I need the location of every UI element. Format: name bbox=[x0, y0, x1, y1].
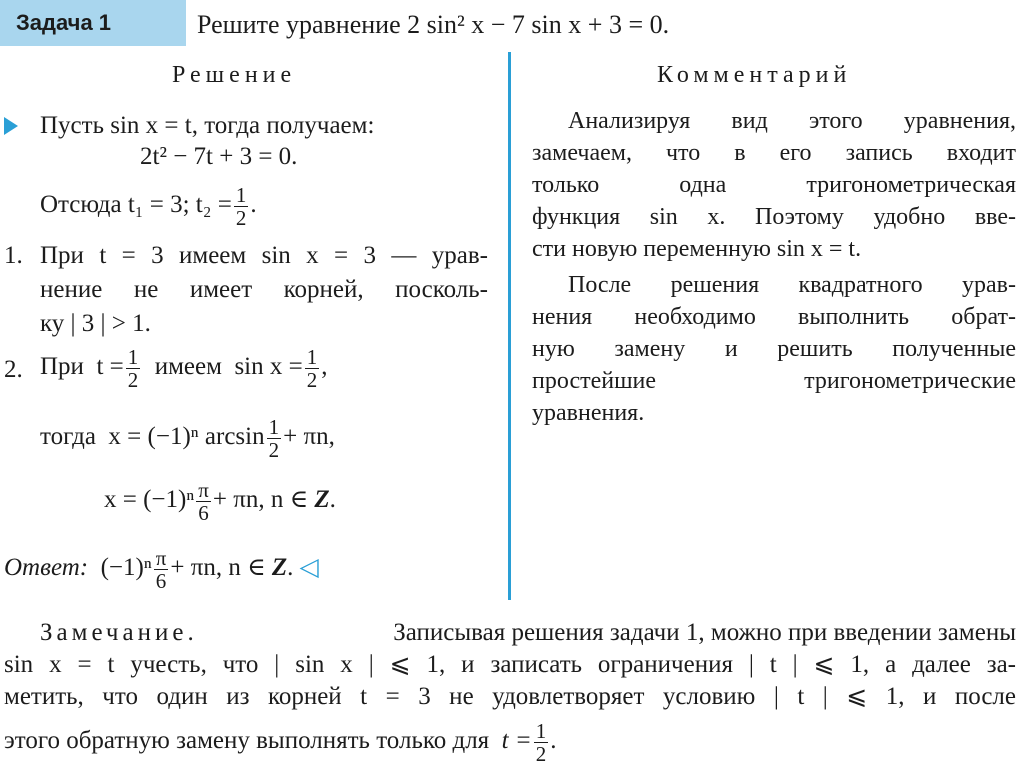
fraction-one-half bbox=[126, 346, 141, 391]
arcsin-expression: x = (−1)ⁿ arcsin bbox=[108, 423, 265, 451]
item-2-line bbox=[40, 346, 327, 391]
end-marker-icon: ◁ bbox=[299, 554, 319, 582]
fraction-denominator: 6 bbox=[198, 501, 209, 525]
fraction-one-half bbox=[234, 184, 249, 229]
start-marker-icon bbox=[4, 117, 18, 135]
fraction-numerator: 1 bbox=[235, 183, 247, 207]
item-2-t-eq: t = bbox=[96, 353, 124, 381]
period: . bbox=[550, 727, 557, 755]
comment-line-8: ную замену и решить полученные bbox=[532, 336, 1016, 362]
note-line-4 bbox=[4, 720, 557, 765]
comment-line-10: уравнения. bbox=[532, 400, 645, 426]
item-2-number: 2. bbox=[4, 356, 23, 383]
note-text-4: этого обратную замену выполнять только для bbox=[4, 727, 490, 755]
note-label: Замечание. bbox=[40, 619, 198, 646]
period: . bbox=[250, 191, 257, 219]
comma: , bbox=[321, 353, 328, 381]
integers-symbol: Z bbox=[314, 486, 330, 514]
item-2-word-pri: При bbox=[40, 353, 84, 381]
integers-symbol: Z bbox=[271, 554, 288, 582]
fraction-numerator: 1 bbox=[268, 415, 280, 439]
comment-line-5: сти новую переменную sin x = t. bbox=[532, 236, 862, 262]
comment-line-2: замечаем, что в его запись входит bbox=[532, 140, 1016, 166]
formula-start: x = (−1)ⁿ bbox=[104, 486, 195, 514]
answer-line bbox=[4, 547, 319, 592]
comment-heading: Комментарий bbox=[657, 62, 852, 88]
solution-line-1: Пусть sin x = t, тогда получаем: bbox=[40, 112, 375, 139]
roots-text: Отсюда t₁ = 3; t₂ = bbox=[40, 191, 232, 219]
answer-label: Ответ: bbox=[4, 554, 89, 582]
note-line-2: sin x = t учесть, что | sin x | ⩽ 1, и записать ограничения | t | ⩽ 1, а далее за- bbox=[4, 651, 1016, 678]
comment-line-7: нения необходимо выполнить обрат- bbox=[532, 304, 1016, 330]
note-line-3: метить, что один из корней t = 3 не удовлетворяет условию | t | ⩽ 1, и после bbox=[4, 683, 1016, 710]
fraction-denominator: 2 bbox=[127, 368, 139, 392]
period: . bbox=[287, 554, 294, 582]
task-badge: Задача 1 bbox=[0, 0, 186, 46]
fraction-denominator: 2 bbox=[535, 742, 547, 766]
fraction-denominator: 2 bbox=[306, 368, 318, 392]
column-divider bbox=[508, 52, 511, 600]
answer-start: (−1)ⁿ bbox=[100, 554, 152, 582]
item-1-line-2: нение не имеет корней, посколь- bbox=[40, 276, 488, 303]
note-text-1: Записывая решения задачи 1, можно при введении замены bbox=[393, 619, 1016, 646]
fraction-one-half bbox=[534, 720, 549, 765]
period: . bbox=[329, 486, 336, 514]
item-2-word-imeem: имеем bbox=[154, 353, 222, 381]
fraction-numerator: 1 bbox=[127, 345, 139, 369]
solution-roots bbox=[40, 184, 257, 229]
solution-equation: 2t² − 7t + 3 = 0. bbox=[140, 143, 298, 170]
fraction-denominator: 2 bbox=[268, 438, 280, 462]
fraction-one-half bbox=[267, 416, 282, 461]
comment-line-4: функция sin x. Поэтому удобно вве- bbox=[532, 204, 1016, 230]
note-line-1 bbox=[40, 616, 1016, 649]
comment-line-3: только одна тригонометрическая bbox=[532, 172, 1016, 198]
formula-end: + πn, n ∈ bbox=[212, 486, 309, 514]
solution-formula bbox=[104, 479, 336, 524]
solution-heading: Решение bbox=[172, 62, 297, 88]
fraction-denominator: 2 bbox=[235, 206, 247, 230]
fraction-numerator: 1 bbox=[535, 719, 547, 743]
fraction-numerator: π bbox=[198, 478, 209, 502]
item-1-line-1: При t = 3 имеем sin x = 3 — урав- bbox=[40, 242, 488, 269]
fraction-numerator: π bbox=[155, 546, 167, 570]
fraction-denominator: 6 bbox=[155, 569, 167, 593]
then-word: тогда bbox=[40, 423, 96, 451]
comment-line-6: После решения квадратного урав- bbox=[568, 272, 1016, 298]
task-statement: Решите уравнение 2 sin² x − 7 sin x + 3 = 0. bbox=[197, 10, 670, 39]
note-t-eq: t = bbox=[501, 727, 532, 755]
fraction-numerator: 1 bbox=[306, 345, 318, 369]
item-1-line-3: ку | 3 | > 1. bbox=[40, 310, 151, 337]
fraction-pi-over-six bbox=[196, 479, 211, 524]
fraction-pi-over-six bbox=[154, 547, 169, 592]
answer-end: + πn, n ∈ bbox=[170, 554, 266, 582]
item-2-sin-eq: sin x = bbox=[234, 353, 303, 381]
item-1-number: 1. bbox=[4, 242, 23, 269]
comment-line-9: простейшие тригонометрические bbox=[532, 368, 1016, 394]
comment-line-1: Анализируя вид этого уравнения, bbox=[568, 108, 1016, 134]
then-line bbox=[40, 416, 335, 461]
fraction-one-half bbox=[305, 346, 320, 391]
plus-pi-n: + πn, bbox=[283, 423, 335, 451]
